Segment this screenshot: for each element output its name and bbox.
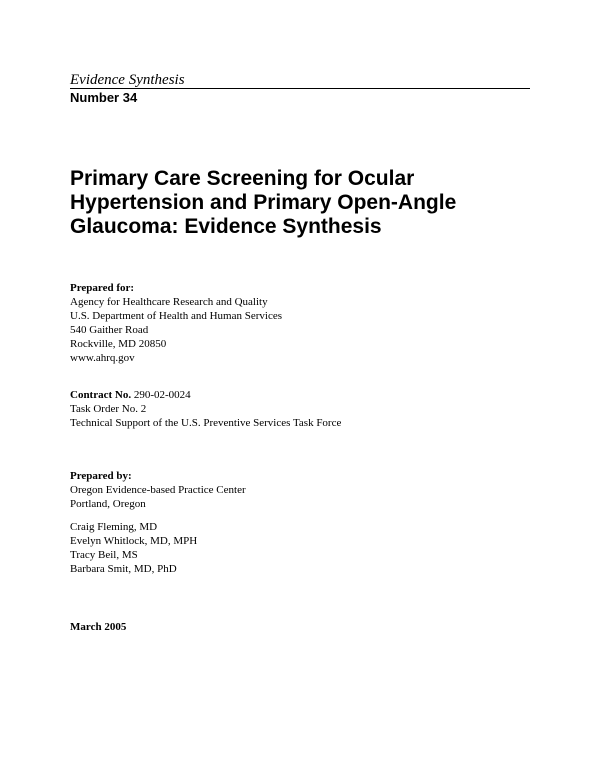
report-title-line: Hypertension and Primary Open-Angle bbox=[70, 191, 457, 214]
author-name: Evelyn Whitlock, MD, MPH bbox=[70, 535, 198, 547]
authors-list bbox=[70, 520, 197, 576]
author-name: Barbara Smit, MD, PhD bbox=[70, 563, 177, 575]
report-title bbox=[70, 167, 540, 239]
author-name: Tracy Beil, MS bbox=[70, 549, 138, 561]
prepared-for-line: Agency for Healthcare Research and Quality bbox=[70, 296, 268, 308]
task-description: Technical Support of the U.S. Preventive Services Task Force bbox=[70, 417, 342, 429]
author-name: Craig Fleming, MD bbox=[70, 521, 158, 533]
series-title: Evidence Synthesis bbox=[70, 72, 185, 88]
header-rule bbox=[70, 88, 530, 89]
contract-label: Contract No. bbox=[70, 389, 132, 401]
prepared-for-label: Prepared for: bbox=[70, 282, 135, 294]
contract-number: 290-02-0024 bbox=[133, 389, 191, 401]
prepared-by-section bbox=[70, 469, 246, 511]
prepared-for-line: Rockville, MD 20850 bbox=[70, 338, 167, 350]
report-title-line: Primary Care Screening for Ocular bbox=[70, 167, 415, 190]
publication-date: March 2005 bbox=[70, 621, 127, 633]
prepared-by-label: Prepared by: bbox=[70, 470, 132, 482]
report-number: Number 34 bbox=[70, 90, 138, 105]
contract-section bbox=[70, 388, 341, 430]
prepared-by-line: Portland, Oregon bbox=[70, 498, 146, 510]
prepared-for-website: www.ahrq.gov bbox=[70, 352, 135, 364]
prepared-for-line: 540 Gaither Road bbox=[70, 324, 149, 336]
contract-line bbox=[70, 388, 341, 402]
report-title-line: Glaucoma: Evidence Synthesis bbox=[70, 215, 382, 238]
prepared-for-section bbox=[70, 281, 282, 365]
task-order: Task Order No. 2 bbox=[70, 403, 147, 415]
prepared-for-line: U.S. Department of Health and Human Services bbox=[70, 310, 282, 322]
prepared-by-line: Oregon Evidence-based Practice Center bbox=[70, 484, 246, 496]
